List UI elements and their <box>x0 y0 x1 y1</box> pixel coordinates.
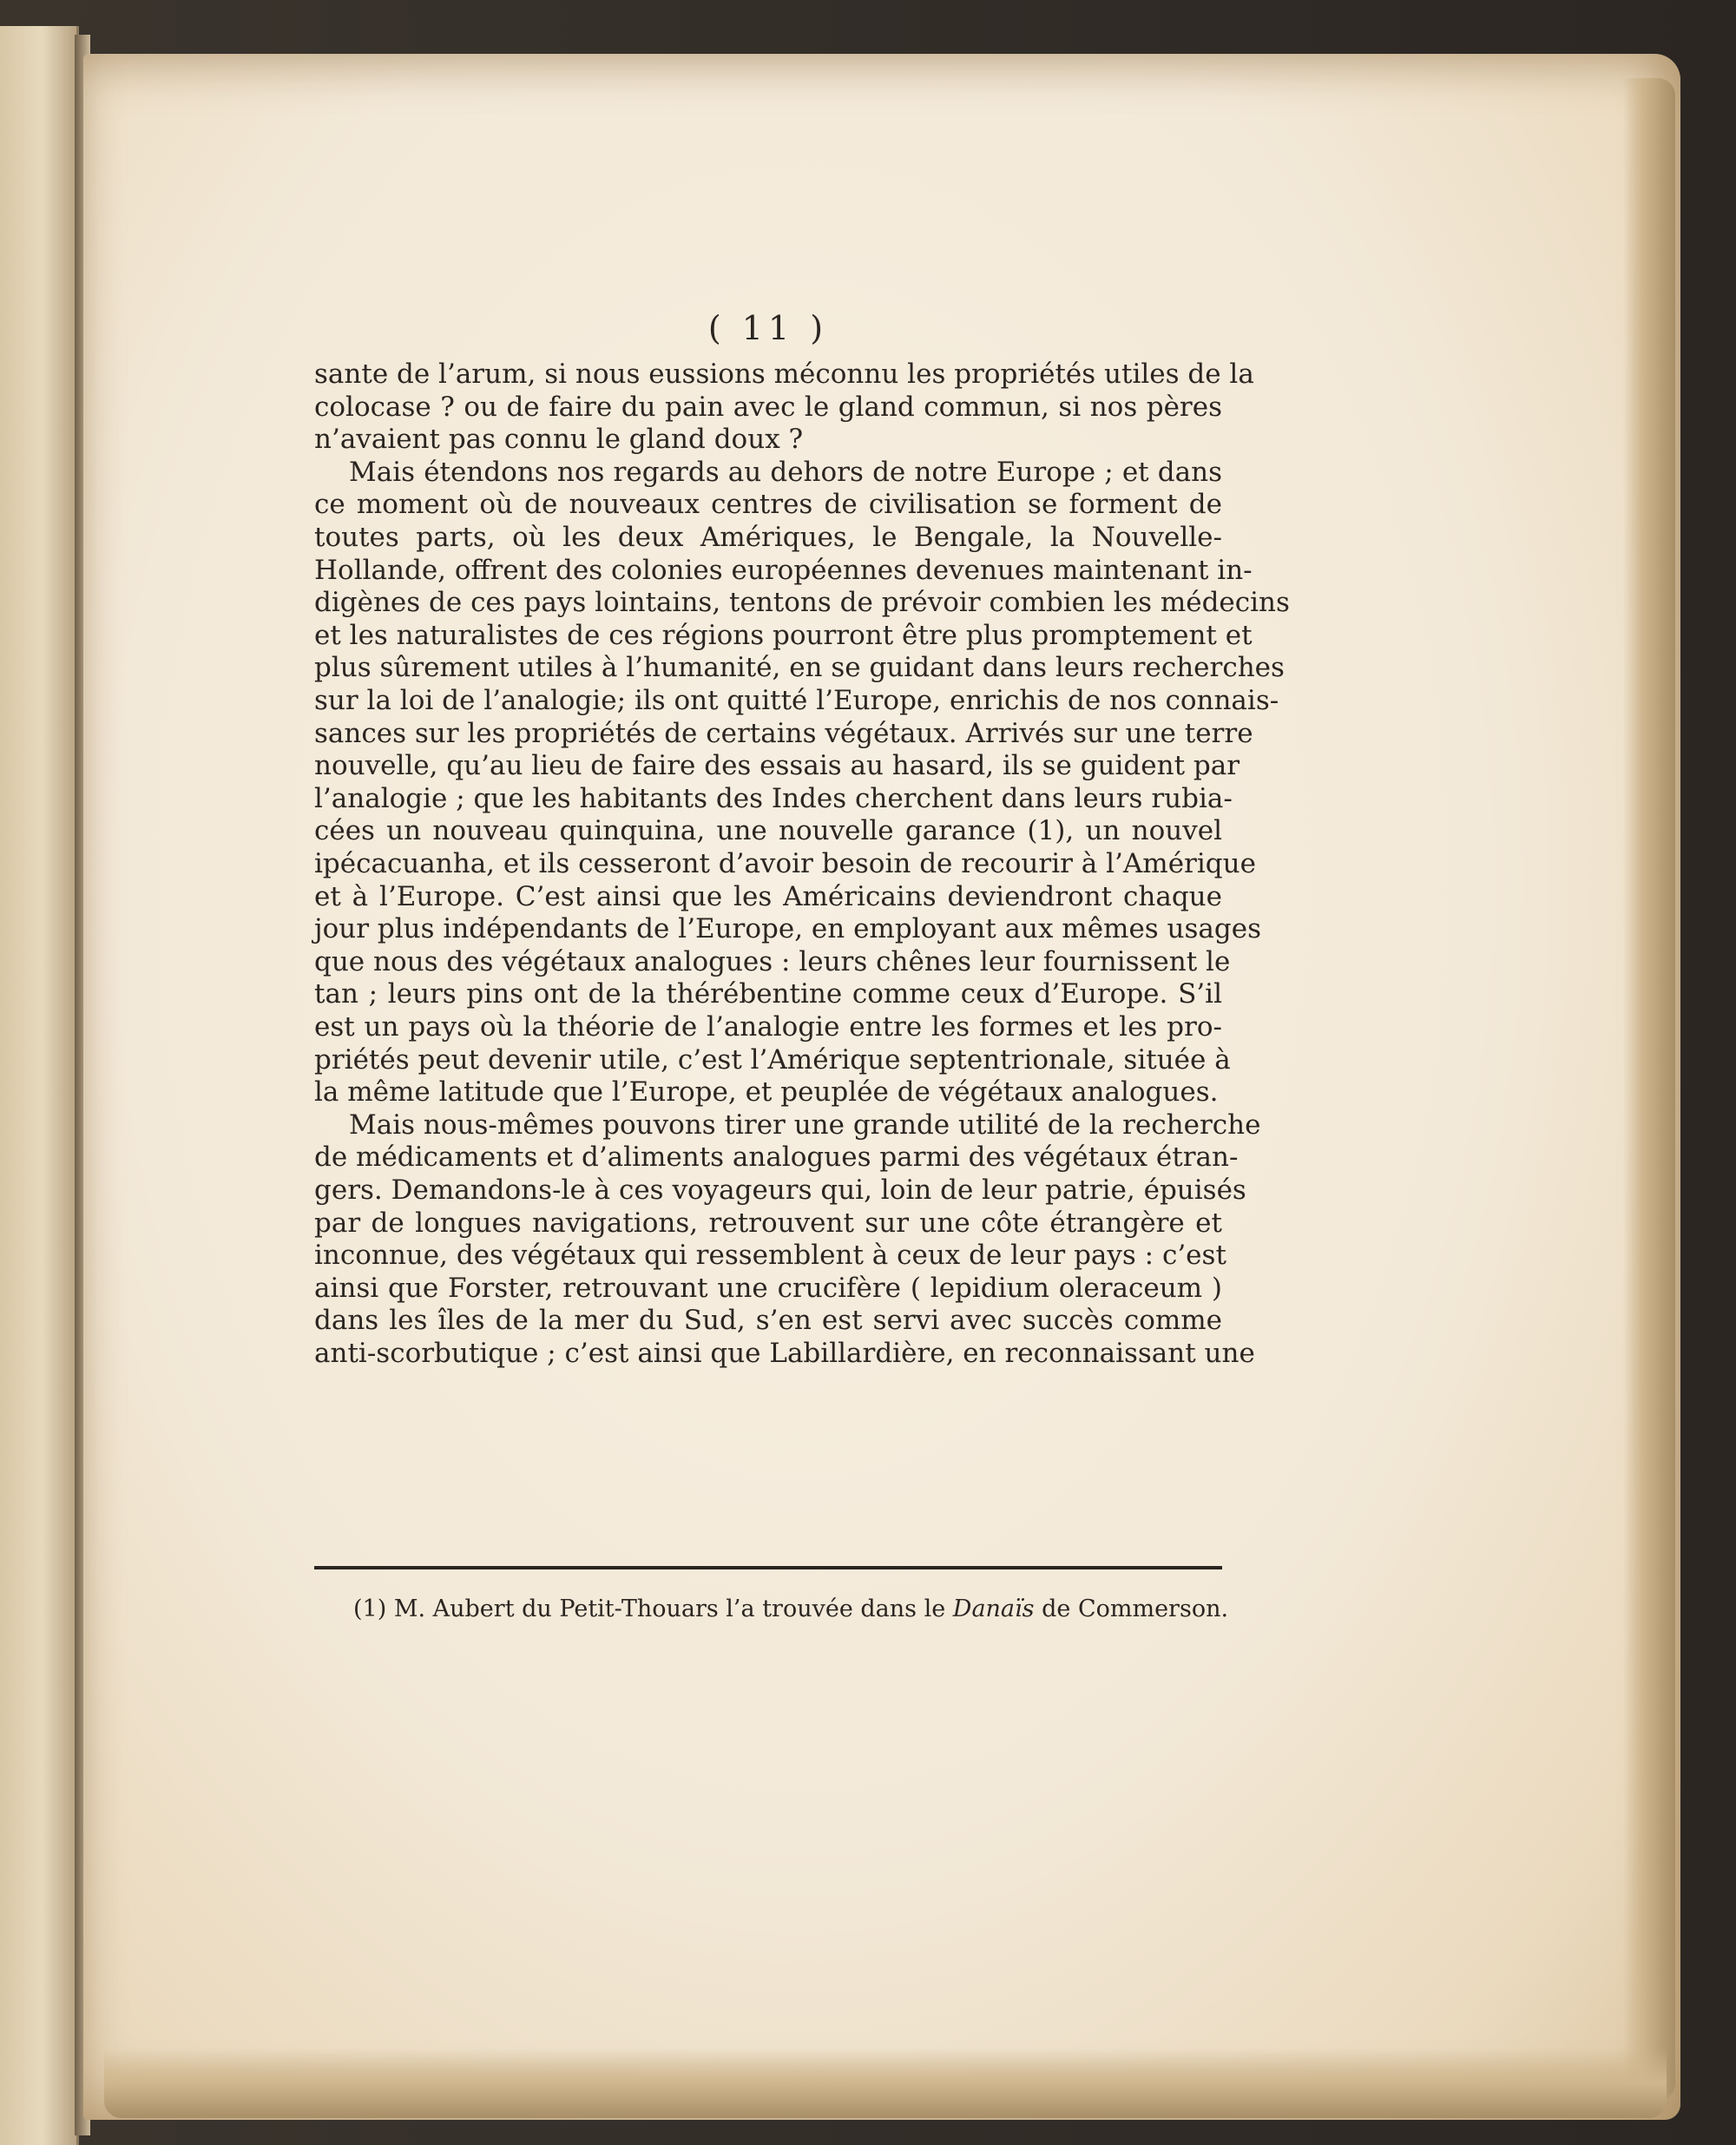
text-line: plus sûrement utiles à l’humanité, en se guidant dans leurs recherches <box>314 652 1285 684</box>
text-line: inconnue, des végétaux qui ressemblent à ceux de leur pays : c’est <box>314 1240 1226 1272</box>
facing-page-edge <box>0 26 79 2145</box>
footnote-rule <box>314 1566 1222 1569</box>
page-edge-right <box>1623 78 1675 2101</box>
text-line: n’avaient pas connu le gland doux ? <box>314 424 804 456</box>
page-number: ( 11 ) <box>707 309 829 347</box>
text-line: toutes parts, où les deux Amériques, le Bengale, la Nouvelle- <box>314 522 1222 553</box>
footnote <box>353 1592 1229 1627</box>
text-line: et les naturalistes de ces régions pourront être plus promptement et <box>314 619 1253 651</box>
text-line: que nous des végétaux analogues : leurs chênes leur fournissent le <box>314 945 1231 977</box>
text-line: anti-scorbutique ; c’est ainsi que Labillardière, en reconnaissant une <box>314 1338 1255 1369</box>
text-line: sur la loi de l’analogie; ils ont quitté l’Europe, enrichis de nos connais- <box>314 685 1279 716</box>
text-line: l’analogie ; que les habitants des Indes cherchent dans leurs rubia- <box>314 782 1233 814</box>
text-line: ce moment où de nouveaux centres de civilisation se forment de <box>314 489 1222 521</box>
text-line: est un pays où la théorie de l’analogie entre les formes et les pro- <box>314 1011 1222 1043</box>
text-line: digènes de ces pays lointains, tentons de prévoir combien les médecins <box>314 587 1290 619</box>
text-line: priétés peut devenir utile, c’est l’Amérique septentrionale, située à <box>314 1043 1231 1076</box>
text-line: Mais nous-mêmes pouvons tirer une grande utilité de la recherche <box>349 1109 1261 1141</box>
footnote-text-end: de Commerson. <box>1034 1596 1229 1622</box>
text-line: sante de l’arum, si nous eussions méconnu les propriétés utiles de la <box>314 359 1254 390</box>
text-line: par de longues navigations, retrouvent sur une côte étrangère et <box>314 1207 1222 1239</box>
footnote-text: (1) M. Aubert du Petit-Thouars l’a trouvée dans le <box>353 1596 953 1622</box>
text-line: Hollande, offrent des colonies européennes devenues maintenant in- <box>314 554 1253 586</box>
text-line: cées un nouveau quinquina, une nouvelle garance (1), un nouvel <box>314 815 1222 847</box>
text-line: la même latitude que l’Europe, et peuplée de végétaux analogues. <box>314 1076 1219 1109</box>
text-line: nouvelle, qu’au lieu de faire des essais au hasard, ils se guident par <box>314 750 1240 782</box>
text-line: dans les îles de la mer du Sud, s’en est servi avec succès comme <box>314 1305 1222 1337</box>
text-line: et à l’Europe. C’est ainsi que les Américains deviendront chaque <box>314 880 1222 912</box>
text-line: Mais étendons nos regards au dehors de notre Europe ; et dans <box>349 456 1222 488</box>
text-line: gers. Demandons-le à ces voyageurs qui, loin de leur patrie, épuisés <box>314 1174 1246 1206</box>
text-line: ipécacuanha, et ils cesseront d’avoir besoin de recourir à l’Amérique <box>314 848 1256 879</box>
text-line: de médicaments et d’aliments analogues parmi des végétaux étran- <box>314 1142 1239 1174</box>
page-edge-bottom <box>104 2049 1667 2118</box>
text-line: colocase ? ou de faire du pain avec le gland commun, si nos pères <box>314 391 1222 423</box>
text-line: sances sur les propriétés de certains végétaux. Arrivés sur une terre <box>314 717 1253 749</box>
text-line: jour plus indépendants de l’Europe, en employant aux mêmes usages <box>314 913 1262 945</box>
text-line: tan ; leurs pins ont de la thérébentine comme ceux d’Europe. S’il <box>314 978 1222 1010</box>
text-line: ainsi que Forster, retrouvant une crucifère ( lepidium oleraceum ) <box>314 1272 1222 1304</box>
footnote-italic-term: Danaïs <box>952 1596 1035 1622</box>
